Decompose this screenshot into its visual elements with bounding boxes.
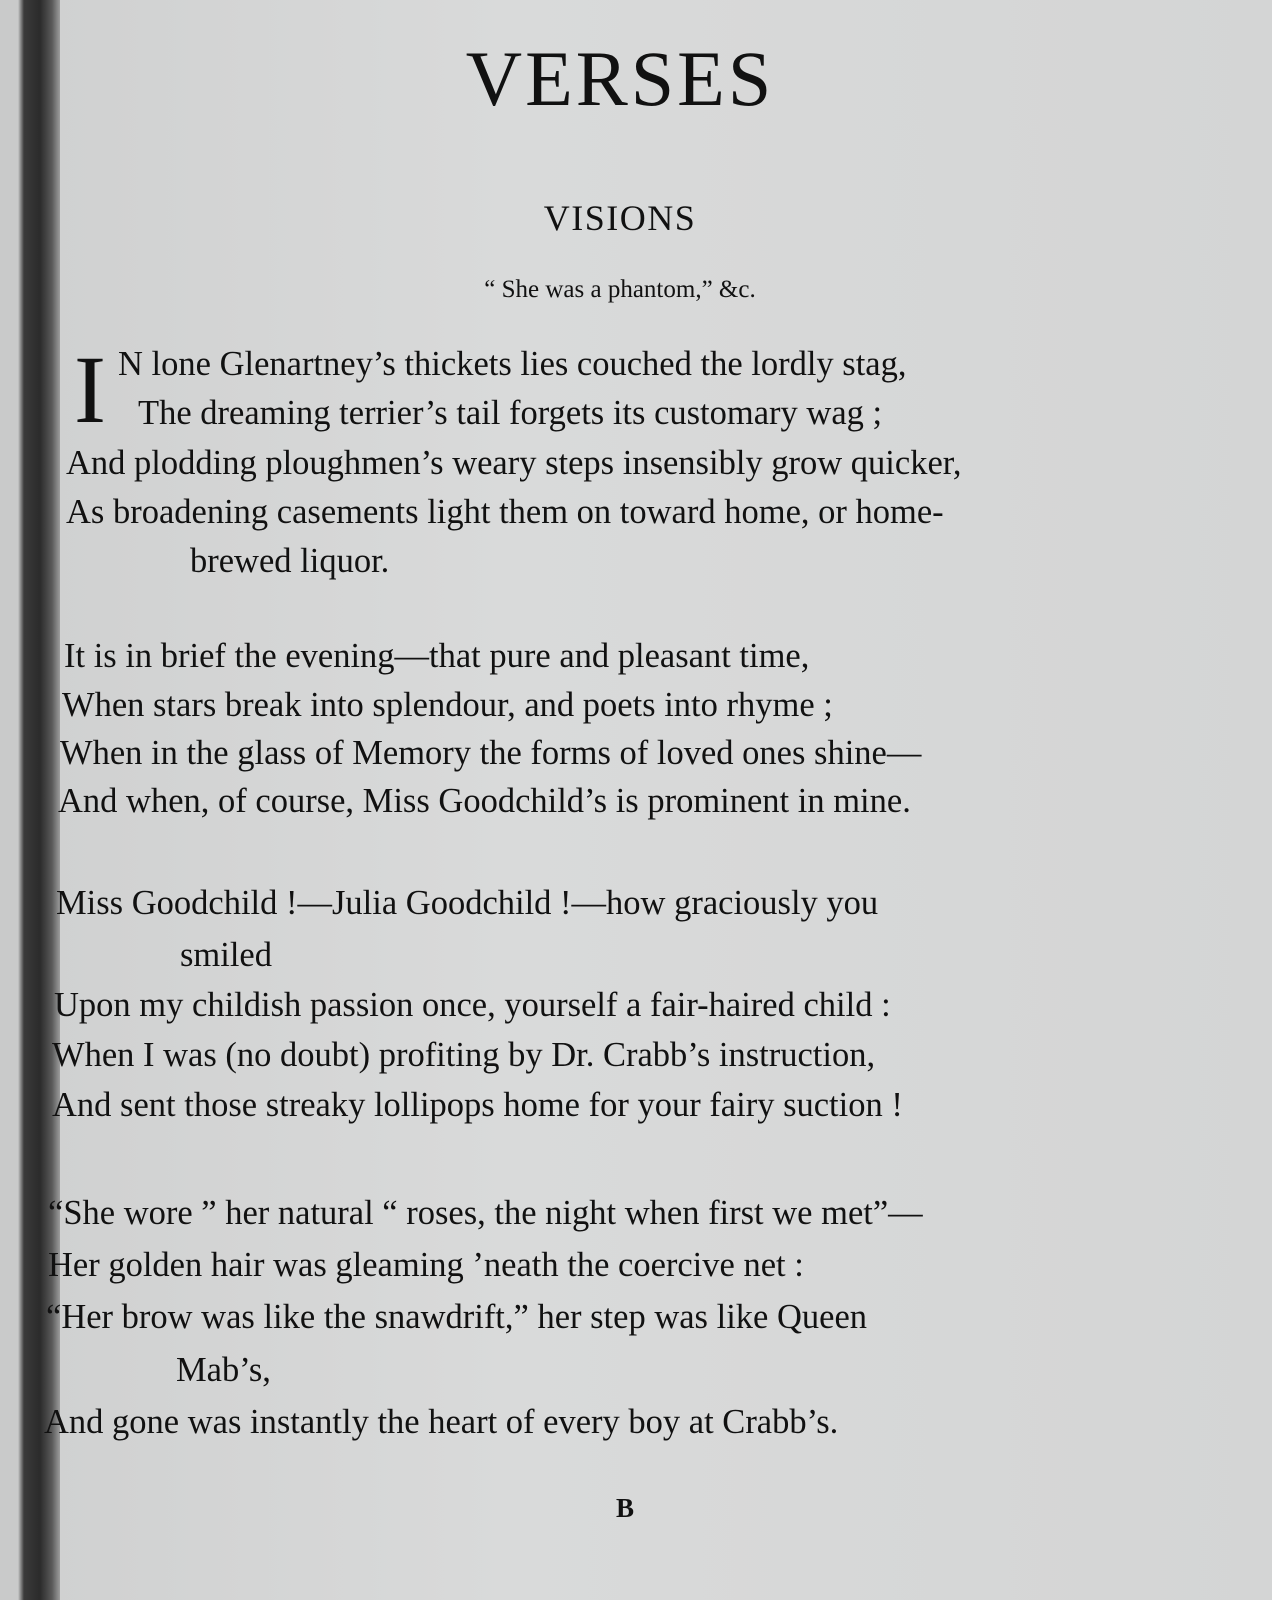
- poem-line: And sent those streaky lollipops home for your fairy suction !: [52, 1086, 903, 1124]
- poem-line: When I was (no doubt) profiting by Dr. Crabb’s instruction,: [52, 1036, 876, 1074]
- poem-line: And gone was instantly the heart of every boy at Crabb’s.: [44, 1403, 839, 1441]
- poem-line: smiled: [180, 936, 272, 974]
- running-title: VERSES: [465, 35, 775, 122]
- poem-line: It is in brief the evening—that pure and pleasant time,: [64, 637, 810, 675]
- poem-line: The dreaming terrier’s tail forgets its customary wag ;: [138, 394, 883, 432]
- poem-title: VISIONS: [543, 198, 697, 238]
- page-signature: B: [615, 1493, 634, 1523]
- poem-line: Mab’s,: [176, 1351, 271, 1389]
- poem-line: “Her brow was like the snawdrift,” her step was like Queen: [46, 1298, 868, 1336]
- drop-cap: I: [74, 336, 106, 443]
- poem-line: Miss Goodchild !—Julia Goodchild !—how graciously you: [56, 884, 879, 922]
- poem-line: N lone Glenartney’s thickets lies couched the lordly stag,: [118, 345, 907, 383]
- poem-line: When in the glass of Memory the forms of loved ones shine—: [60, 734, 922, 772]
- poem-line: Her golden hair was gleaming ’neath the coercive net :: [48, 1246, 804, 1284]
- poem-line: “She wore ” her natural “ roses, the night when first we met”—: [48, 1194, 923, 1232]
- poem-line: As broadening casements light them on toward home, or home-: [66, 493, 944, 531]
- epigraph: “ She was a phantom,” &c.: [484, 276, 756, 303]
- poem-line: Upon my childish passion once, yourself a fair-haired child :: [54, 986, 891, 1024]
- poem-line: When stars break into splendour, and poets into rhyme ;: [62, 686, 833, 724]
- poem-line: And plodding ploughmen’s weary steps insensibly grow quicker,: [66, 444, 962, 482]
- poem-line: brewed liquor.: [190, 542, 390, 580]
- poem-line: And when, of course, Miss Goodchild’s is prominent in mine.: [58, 782, 911, 820]
